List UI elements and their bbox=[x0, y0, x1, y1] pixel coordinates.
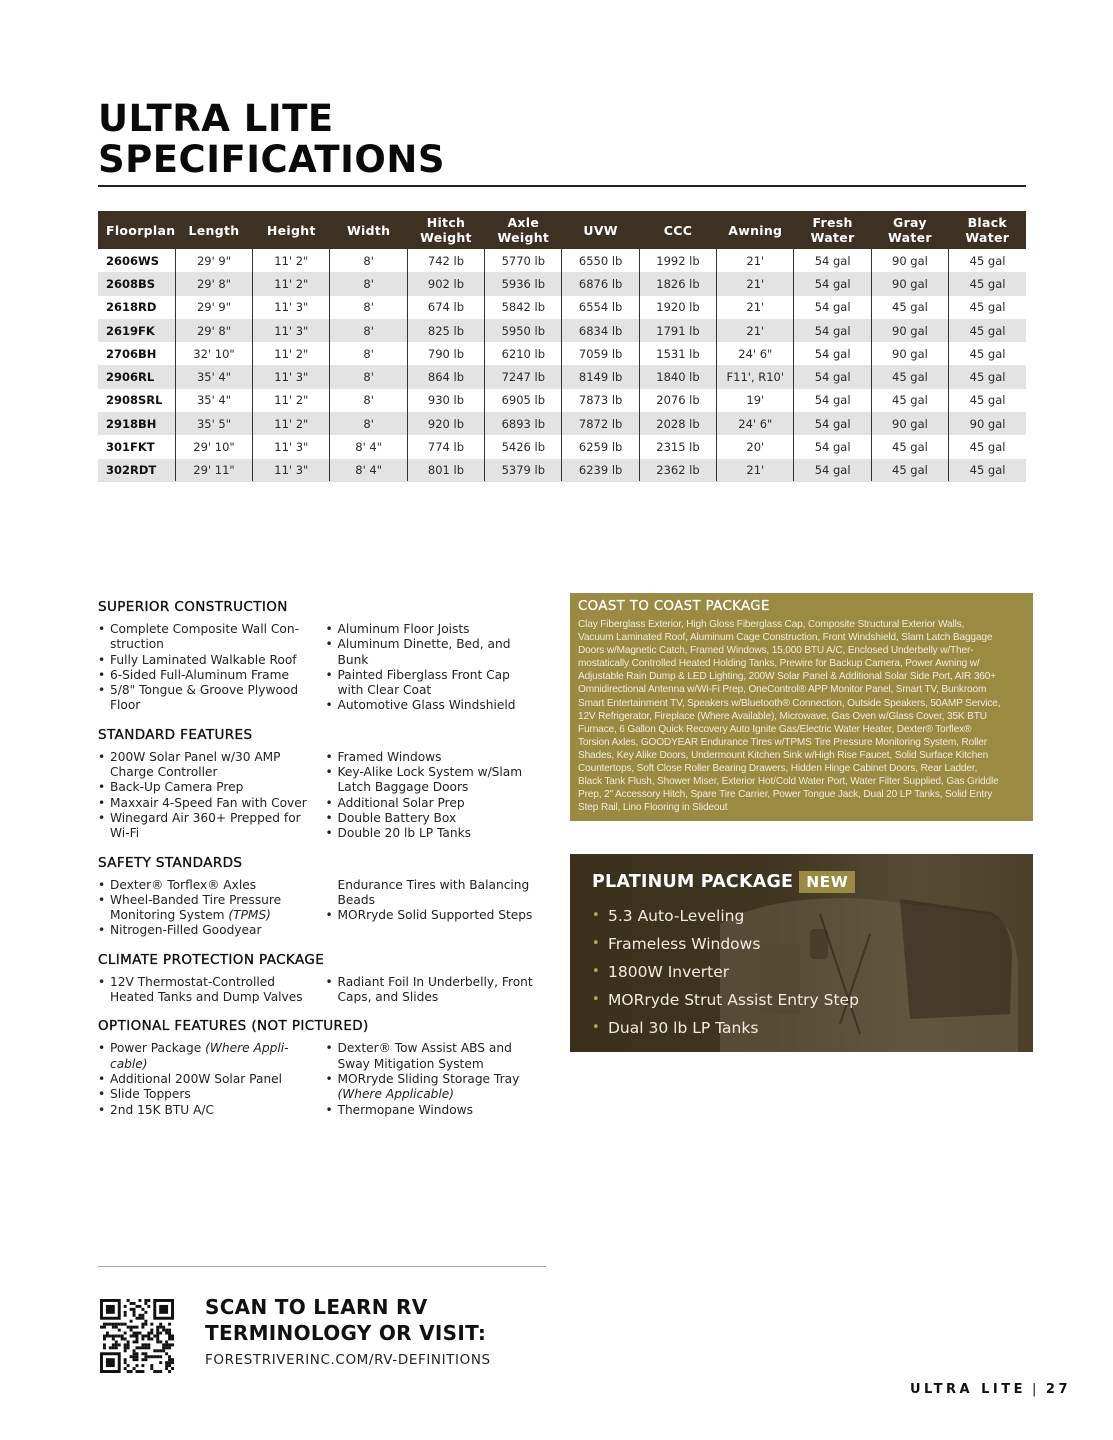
table-cell: 6905 lb bbox=[485, 389, 562, 412]
table-cell: 45 gal bbox=[871, 389, 948, 412]
table-cell: 21' bbox=[717, 272, 794, 295]
title-divider bbox=[98, 185, 1026, 187]
table-cell: 45 gal bbox=[949, 342, 1026, 365]
table-cell: 11' 2" bbox=[253, 412, 330, 435]
feature-item: • Maxxair 4-Speed Fan with Cover bbox=[98, 796, 326, 811]
column-header: Fresh Water bbox=[794, 211, 871, 249]
feature-item: with Clear Coat bbox=[337, 683, 432, 698]
table-cell: 11' 2" bbox=[253, 272, 330, 295]
table-cell: 20' bbox=[717, 435, 794, 458]
column-header: Height bbox=[253, 211, 330, 249]
table-cell: 742 lb bbox=[407, 249, 484, 272]
coast-package-line: mostatically Controlled Heated Holding Tanks, Prewire for Backup Camera, Power Awning w/ bbox=[578, 658, 980, 670]
feature-list-left bbox=[98, 750, 326, 842]
feature-list-right bbox=[326, 1041, 554, 1117]
table-cell: 5770 lb bbox=[485, 249, 562, 272]
feature-item: • Automotive Glass Windshield bbox=[326, 698, 554, 713]
column-header: Hitch Weight bbox=[407, 211, 484, 249]
feature-item: • MORryde Sliding Storage Tray bbox=[326, 1072, 554, 1087]
feature-item: cable) bbox=[110, 1056, 148, 1071]
coast-package-description bbox=[578, 618, 1025, 814]
table-cell: 21' bbox=[717, 249, 794, 272]
feature-item: Wi-Fi bbox=[110, 826, 140, 841]
table-cell: 45 gal bbox=[949, 389, 1026, 412]
table-cell: 5426 lb bbox=[485, 435, 562, 458]
column-header: Awning bbox=[717, 211, 794, 249]
table-cell: 902 lb bbox=[407, 272, 484, 295]
coast-package-line: 12V Refrigerator, Fireplace (Where Available), Microwave, Gas Oven w/Glass Cover, 35K BTU bbox=[578, 710, 987, 722]
coast-package-line: Smart Entertainment TV, Speakers w/Bluetooth® Connection, Outside Speakers, 50AMP Service, bbox=[578, 697, 1001, 709]
feature-item: • 6-Sided Full-Aluminum Frame bbox=[98, 668, 326, 683]
feature-item: Endurance Tires with Balancing bbox=[337, 877, 530, 892]
floorplan-cell: 2618RD bbox=[106, 300, 157, 315]
column-header: Floorplan bbox=[98, 211, 175, 249]
coast-package-line: Torsion Axles, GOODYEAR Endurance Tires w/TPMS Tire Pressure Monitoring System, Roller bbox=[578, 736, 987, 748]
table-cell: 32' 10" bbox=[175, 342, 252, 365]
table-cell: 45 gal bbox=[949, 459, 1026, 482]
table-cell: 54 gal bbox=[794, 249, 871, 272]
table-cell: 54 gal bbox=[794, 459, 871, 482]
floorplan-cell: 2908SRL bbox=[106, 393, 163, 408]
section-optional-features bbox=[98, 1018, 553, 1117]
table-cell: 7873 lb bbox=[562, 389, 639, 412]
table-cell: 674 lb bbox=[407, 296, 484, 319]
feature-item: • Back-Up Camera Prep bbox=[98, 780, 326, 795]
table-cell: 8' bbox=[330, 272, 407, 295]
feature-item: • Additional 200W Solar Panel bbox=[98, 1072, 326, 1087]
column-header: Black Water bbox=[949, 211, 1026, 249]
table-cell: 24' 6" bbox=[717, 412, 794, 435]
table-cell: 8' bbox=[330, 342, 407, 365]
coast-package-line: Furnace, 6 Gallon Quick Recovery Auto Ignite Gas/Electric Water Heater, Dexter® Torflex® bbox=[578, 723, 972, 735]
table-cell: 8' 4" bbox=[330, 435, 407, 458]
table-cell: 45 gal bbox=[871, 365, 948, 388]
feature-item: Bunk bbox=[337, 652, 369, 667]
platinum-feature-item: • Frameless Windows bbox=[592, 930, 859, 958]
table-cell: 11' 3" bbox=[253, 365, 330, 388]
table-cell: 6876 lb bbox=[562, 272, 639, 295]
table-cell: 8149 lb bbox=[562, 365, 639, 388]
section-safety-standards bbox=[98, 855, 553, 939]
feature-item: • MORryde Solid Supported Steps bbox=[326, 908, 554, 923]
table-cell: F11', R10' bbox=[717, 365, 794, 388]
table-cell: 8' bbox=[330, 389, 407, 412]
qr-code[interactable] bbox=[100, 1299, 174, 1373]
table-cell: 6239 lb bbox=[562, 459, 639, 482]
section-superior-construction bbox=[98, 599, 553, 714]
feature-list-left bbox=[98, 975, 326, 1006]
table-cell: 45 gal bbox=[949, 296, 1026, 319]
feature-item: Floor bbox=[110, 698, 141, 713]
scan-heading bbox=[205, 1294, 486, 1346]
table-row bbox=[98, 272, 1026, 295]
table-cell: 45 gal bbox=[871, 296, 948, 319]
feature-item: • Dexter® Tow Assist ABS and bbox=[326, 1041, 554, 1056]
table-row bbox=[98, 342, 1026, 365]
table-cell: 21' bbox=[717, 319, 794, 342]
feature-item: • Slide Toppers bbox=[98, 1087, 326, 1102]
table-cell: 6210 lb bbox=[485, 342, 562, 365]
table-cell: 7059 lb bbox=[562, 342, 639, 365]
table-cell: 21' bbox=[717, 459, 794, 482]
feature-item: • Dexter® Torflex® Axles bbox=[98, 878, 326, 893]
table-cell: 54 gal bbox=[794, 272, 871, 295]
coast-package-line: Vacuum Laminated Roof, Aluminum Cage Construction, Front Windshield, Slam Latch Baggage bbox=[578, 632, 993, 644]
coast-package-line: Shades, Key Alike Doors, Undermount Kitchen Sink w/High Rise Faucet, Solid Surface Kitchen bbox=[578, 749, 989, 761]
column-header: CCC bbox=[639, 211, 716, 249]
column-header: Axle Weight bbox=[485, 211, 562, 249]
table-row bbox=[98, 319, 1026, 342]
table-cell: 8' bbox=[330, 319, 407, 342]
feature-item: • Key-Alike Lock System w/Slam bbox=[326, 765, 554, 780]
platinum-feature-item: • 5.3 Auto-Leveling bbox=[592, 902, 859, 930]
feature-item: • Wheel-Banded Tire Pressure bbox=[98, 893, 326, 908]
table-cell: 35' 4" bbox=[175, 365, 252, 388]
table-cell: 45 gal bbox=[871, 459, 948, 482]
feature-item: Latch Baggage Doors bbox=[337, 780, 469, 795]
table-cell: 90 gal bbox=[871, 249, 948, 272]
table-cell: 45 gal bbox=[949, 272, 1026, 295]
table-cell: 35' 4" bbox=[175, 389, 252, 412]
page-title bbox=[98, 98, 445, 180]
table-cell: 8' 4" bbox=[330, 459, 407, 482]
table-row bbox=[98, 296, 1026, 319]
table-cell: 24' 6" bbox=[717, 342, 794, 365]
feature-item: • 12V Thermostat-Controlled bbox=[98, 975, 326, 990]
feature-item: struction bbox=[110, 637, 164, 652]
table-cell: 11' 2" bbox=[253, 249, 330, 272]
feature-list-left bbox=[98, 622, 326, 714]
table-cell: 8' bbox=[330, 249, 407, 272]
table-row bbox=[98, 459, 1026, 482]
table-cell: 54 gal bbox=[794, 365, 871, 388]
table-cell: 5379 lb bbox=[485, 459, 562, 482]
scan-heading-line1: SCAN TO LEARN RV bbox=[205, 1295, 428, 1319]
table-cell: 90 gal bbox=[871, 342, 948, 365]
table-cell: 54 gal bbox=[794, 319, 871, 342]
feature-list-right bbox=[326, 878, 554, 939]
table-cell: 11' 3" bbox=[253, 459, 330, 482]
feature-item: • Thermopane Windows bbox=[326, 1103, 554, 1118]
feature-item: • Nitrogen-Filled Goodyear bbox=[98, 923, 326, 938]
feature-item: • 2nd 15K BTU A/C bbox=[98, 1103, 326, 1118]
feature-list-right bbox=[326, 622, 554, 714]
coast-package-title: COAST TO COAST PACKAGE bbox=[578, 599, 770, 614]
table-cell: 11' 2" bbox=[253, 389, 330, 412]
table-cell: 6893 lb bbox=[485, 412, 562, 435]
feature-item: • Fully Laminated Walkable Roof bbox=[98, 653, 326, 668]
table-cell: 7872 lb bbox=[562, 412, 639, 435]
table-cell: 6834 lb bbox=[562, 319, 639, 342]
table-cell: 790 lb bbox=[407, 342, 484, 365]
section-heading: STANDARD FEATURES bbox=[98, 726, 253, 743]
table-cell: 90 gal bbox=[871, 319, 948, 342]
feature-item: • Additional Solar Prep bbox=[326, 796, 554, 811]
feature-list-left bbox=[98, 878, 326, 939]
spec-table-body bbox=[98, 249, 1026, 482]
feature-item: • 200W Solar Panel w/30 AMP bbox=[98, 750, 326, 765]
column-header: Length bbox=[175, 211, 252, 249]
table-cell: 45 gal bbox=[949, 249, 1026, 272]
floorplan-cell: 2906RL bbox=[98, 365, 175, 388]
table-cell: 29' 10" bbox=[175, 435, 252, 458]
section-heading: OPTIONAL FEATURES (NOT PICTURED) bbox=[98, 1018, 369, 1035]
spec-table bbox=[98, 211, 1026, 482]
table-cell: 11' 2" bbox=[253, 342, 330, 365]
new-badge: NEW bbox=[799, 871, 855, 893]
platinum-package bbox=[570, 854, 1033, 1052]
table-cell: 825 lb bbox=[407, 319, 484, 342]
table-cell: 7247 lb bbox=[485, 365, 562, 388]
table-cell: 920 lb bbox=[407, 412, 484, 435]
table-cell: 29' 9" bbox=[175, 296, 252, 319]
table-cell: 45 gal bbox=[949, 365, 1026, 388]
table-cell: 5936 lb bbox=[485, 272, 562, 295]
table-cell: 21' bbox=[717, 296, 794, 319]
table-row bbox=[98, 365, 1026, 388]
table-cell: 2362 lb bbox=[639, 459, 716, 482]
feature-item: • Radiant Foil In Underbelly, Front bbox=[326, 975, 554, 990]
floorplan-cell: 301FKT bbox=[106, 440, 155, 455]
feature-item: • Double 20 lb LP Tanks bbox=[326, 826, 554, 841]
column-header: Width bbox=[330, 211, 407, 249]
table-cell: 1531 lb bbox=[639, 342, 716, 365]
coast-package-line: Omnidirectional Antenna w/Wi-Fi Prep, OneControl® APP Monitor Panel, Smart TV, Bunkroom bbox=[578, 684, 987, 696]
platinum-feature-item: • MORryde Strut Assist Entry Step bbox=[592, 986, 859, 1014]
coast-package-line: Prep, 2" Accessory Hitch, Spare Tire Carrier, Power Tongue Jack, Dual 20 LP Tanks, Solid Entry bbox=[578, 789, 993, 801]
column-header: Gray Water bbox=[871, 211, 948, 249]
page-title-line2: SPECIFICATIONS bbox=[98, 138, 445, 181]
table-cell: 774 lb bbox=[407, 435, 484, 458]
table-cell: 54 gal bbox=[794, 296, 871, 319]
feature-item: • Aluminum Dinette, Bed, and bbox=[326, 637, 554, 652]
feature-item: • Complete Composite Wall Con- bbox=[98, 622, 326, 637]
feature-item: • Aluminum Floor Joists bbox=[326, 622, 554, 637]
feature-item: • Winegard Air 360+ Prepped for bbox=[98, 811, 326, 826]
table-cell: 8' bbox=[330, 412, 407, 435]
table-row bbox=[98, 249, 1026, 272]
table-cell: 8' bbox=[330, 296, 407, 319]
page-footer bbox=[910, 1382, 1071, 1397]
platinum-feature-item: • Dual 30 lb LP Tanks bbox=[592, 1014, 859, 1042]
platinum-feature-list bbox=[592, 902, 859, 1042]
coast-package-line: Step Rail, Lino Flooring in Slideout bbox=[578, 802, 728, 814]
table-cell: 45 gal bbox=[871, 435, 948, 458]
section-standard-features bbox=[98, 727, 553, 842]
table-cell: 864 lb bbox=[407, 365, 484, 388]
floorplan-cell: 2918BH bbox=[98, 412, 175, 435]
floorplan-cell: 2706BH bbox=[106, 346, 157, 361]
section-heading: CLIMATE PROTECTION PACKAGE bbox=[98, 951, 325, 968]
table-cell: 6550 lb bbox=[562, 249, 639, 272]
feature-item: • Double Battery Box bbox=[326, 811, 554, 826]
coast-package-line: Countertops, Soft Close Roller Bearing Drawers, Hidden Hinge Cabinet Doors, Rear Ladder, bbox=[578, 763, 978, 775]
feature-item: • Power Package (Where Appli- bbox=[98, 1041, 326, 1056]
feature-item: (Where Applicable) bbox=[337, 1087, 455, 1102]
feature-list-right bbox=[326, 975, 554, 1006]
table-cell: 5842 lb bbox=[485, 296, 562, 319]
page-title-line1: ULTRA LITE bbox=[98, 97, 334, 140]
table-cell: 2076 lb bbox=[639, 389, 716, 412]
table-cell: 54 gal bbox=[794, 435, 871, 458]
table-cell: 90 gal bbox=[871, 272, 948, 295]
feature-list-left bbox=[98, 1041, 326, 1117]
coast-package-line: Adjustable Rain Dump & LED Lighting, 200W Solar Panel & Additional Solar Side Port, AIR 360+ bbox=[578, 671, 996, 683]
platinum-package-title: PLATINUM PACKAGE bbox=[592, 872, 794, 892]
table-cell: 90 gal bbox=[949, 412, 1026, 435]
table-cell: 930 lb bbox=[407, 389, 484, 412]
table-cell: 45 gal bbox=[949, 435, 1026, 458]
table-cell: 1920 lb bbox=[639, 296, 716, 319]
table-cell: 19' bbox=[717, 389, 794, 412]
table-cell: 11' 3" bbox=[253, 296, 330, 319]
platinum-header bbox=[592, 871, 855, 893]
table-row bbox=[98, 412, 1026, 435]
table-cell: 801 lb bbox=[407, 459, 484, 482]
scan-heading-line2: TERMINOLOGY OR VISIT: bbox=[205, 1321, 487, 1345]
table-cell: 1840 lb bbox=[639, 365, 716, 388]
table-cell: 29' 8" bbox=[175, 319, 252, 342]
table-cell: 1826 lb bbox=[639, 272, 716, 295]
section-heading: SAFETY STANDARDS bbox=[98, 854, 243, 871]
column-header: UVW bbox=[562, 211, 639, 249]
features-column bbox=[98, 599, 553, 1131]
table-cell: 29' 8" bbox=[175, 272, 252, 295]
definitions-link[interactable]: FORESTRIVERINC.COM/RV-DEFINITIONS bbox=[205, 1352, 491, 1368]
footer-separator: | bbox=[1032, 1382, 1040, 1397]
floorplan-cell: 2619FK bbox=[98, 319, 175, 342]
table-cell: 8' bbox=[330, 365, 407, 388]
page-number: 27 bbox=[1045, 1382, 1071, 1397]
table-cell: 1992 lb bbox=[639, 249, 716, 272]
table-row bbox=[98, 389, 1026, 412]
table-cell: 54 gal bbox=[794, 342, 871, 365]
table-cell: 45 gal bbox=[949, 319, 1026, 342]
feature-item: Charge Controller bbox=[110, 765, 218, 780]
floorplan-cell: 2608BS bbox=[98, 272, 175, 295]
floorplan-cell: 302RDT bbox=[98, 459, 175, 482]
table-cell: 11' 3" bbox=[253, 319, 330, 342]
feature-item: Caps, and Slides bbox=[337, 990, 439, 1005]
table-cell: 90 gal bbox=[871, 412, 948, 435]
coast-package-line: Black Tank Flush, Shower Miser, Exterior Hot/Cold Water Port, Water Filter Supplied, Gas Griddle bbox=[578, 776, 999, 788]
table-cell: 29' 11" bbox=[175, 459, 252, 482]
section-climate-protection bbox=[98, 952, 553, 1006]
table-row bbox=[98, 435, 1026, 458]
coast-to-coast-package bbox=[570, 593, 1033, 821]
feature-item: Sway Mitigation System bbox=[337, 1056, 484, 1071]
platinum-feature-item: • 1800W Inverter bbox=[592, 958, 859, 986]
feature-item: Beads bbox=[337, 892, 375, 907]
table-cell: 11' 3" bbox=[253, 435, 330, 458]
table-cell: 2028 lb bbox=[639, 412, 716, 435]
feature-item: Monitoring System (TPMS) bbox=[110, 908, 271, 923]
table-cell: 5950 lb bbox=[485, 319, 562, 342]
feature-item: • Framed Windows bbox=[326, 750, 554, 765]
footer-brand: ULTRA LITE bbox=[909, 1382, 1027, 1397]
table-cell: 29' 9" bbox=[175, 249, 252, 272]
feature-list-right bbox=[326, 750, 554, 842]
table-cell: 54 gal bbox=[794, 412, 871, 435]
feature-item: • Painted Fiberglass Front Cap bbox=[326, 668, 554, 683]
table-cell: 1791 lb bbox=[639, 319, 716, 342]
footer-divider bbox=[98, 1266, 546, 1267]
table-cell: 54 gal bbox=[794, 389, 871, 412]
coast-package-line: Doors w/Magnetic Catch, Framed Windows, 15,000 BTU A/C, Enclosed Underbelly w/Ther- bbox=[578, 645, 974, 657]
floorplan-cell: 2606WS bbox=[106, 253, 159, 268]
spec-table-header-row bbox=[98, 211, 1026, 249]
coast-package-line: Clay Fiberglass Exterior, High Gloss Fiberglass Cap, Composite Structural Exterior Walls, bbox=[578, 619, 965, 630]
section-heading: SUPERIOR CONSTRUCTION bbox=[98, 599, 288, 615]
feature-item: • 5/8" Tongue & Groove Plywood bbox=[98, 683, 326, 698]
table-cell: 2315 lb bbox=[639, 435, 716, 458]
table-cell: 35' 5" bbox=[175, 412, 252, 435]
table-cell: 6554 lb bbox=[562, 296, 639, 319]
table-cell: 6259 lb bbox=[562, 435, 639, 458]
feature-item: Heated Tanks and Dump Valves bbox=[110, 990, 303, 1005]
